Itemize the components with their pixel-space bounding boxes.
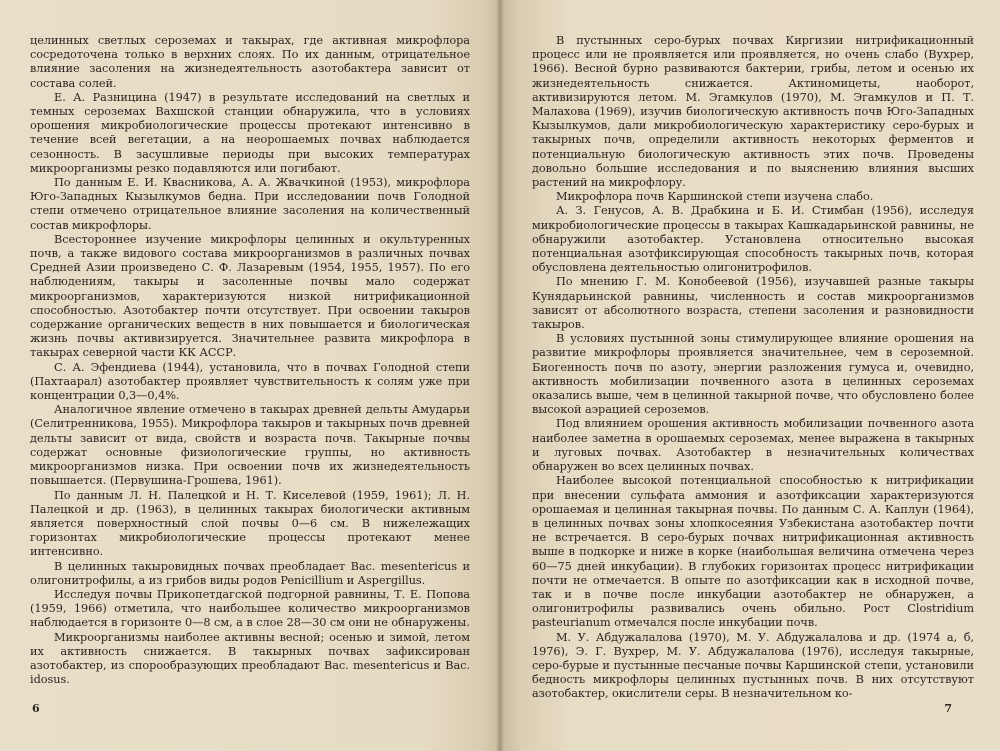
paragraph: По мнению Г. М. Конобеевой (1956), изучавшей разные такыры Кунядарьинской равнины, численность и состав микроорганизмов зависят от абсолютного возраста, степени засоления и разновидности такыров. [532, 275, 974, 332]
paragraph: А. З. Генусов, А. В. Драбкина и Б. И. Стимбан (1956), исследуя микробиологические процессы в такырах Кашкадарьинской равнины, не обнаружили азотобактер. Установлена относительно высокая потенциальная азотфиксирующая способность такырных почв, которая обусловлена деятельностью олигонитрофилов. [532, 204, 974, 275]
paragraph: В пустынных серо-бурых почвах Киргизии нитрификационный процесс или не проявляется или проявляется, но очень слабо (Вухрер, 1966). Весной бурно развиваются бактерии, грибы, летом и осенью их жизнедеятельность снижается. Актиномицеты, наоборот, активизируются летом. М. Эгамкулов (1970), М. Эгамкулов и П. Т. Малахова (1969), изучив биологическую активность почв Юго-Западных Кызылкумов, дали микробиологическую характеристику серо-бурых и такырных почв, определили активность некоторых ферментов и потенциальную биологическую активность этих почв. Проведены довольно большие исследования и по выяснению влияния высших растений на микрофлору. [532, 34, 974, 190]
page-number-right: 7 [944, 702, 952, 715]
paragraph: М. У. Абдужалалова (1970), М. У. Абдужалалова и др. (1974 а, б, 1976), Э. Г. Вухрер, М. У. Абдужалалова (1976), исследуя такырные, серо-бурые и пустынные песчаные почвы Каршинской степи, установили бедность микрофлоры целинных пустынных почв. В них отсутствуют азотобактер, окислители серы. В незначительном ко- [532, 630, 974, 701]
paragraph: По данным Л. Н. Палецкой и Н. Т. Киселевой (1959, 1961); Л. Н. Палецкой и др. (1963), в целинных такырах биологически активным является поверхностный слой почвы 0—6 см. В нижележащих горизонтах микробиологические процессы протекают менее интенсивно. [30, 488, 470, 559]
paragraph: Аналогичное явление отмечено в такырах древней дельты Амударьи (Селитренникова, 1955). Микрофлора такыров и такырных почв древней дельты зависит от вида, свойств и возраста почв. Такырные почвы содержат основные физиологические группы, но активность микроорганизмов низка. При освоении почв их жизнедеятельность повышается. (Первушина-Грошева, 1961). [30, 403, 470, 488]
paragraph: Микрофлора почв Каршинской степи изучена слабо. [556, 190, 874, 204]
paragraph: Наиболее высокой потенциальной способностью к нитрификации при внесении сульфата аммония и азотфиксации характеризуются орошаемая и целинная такырная почвы. По данным С. А. Каплун (1964), в целинных почвах зоны хлопкосеяния Узбекистана азотобактер почти не встречается. В серо-бурых почвах нитрификационная активность выше в подкорке и ниже в корке (наибольшая величина отмечена через 60—75 дней инкубации). В глубоких горизонтах процесс нитрификации почти не отмечается. В опыте по азотфиксации как в исходной почве, так и в почве после инкубации азотобактер не обнаружен, а олигонитрофилы развивались очень обильно. Рост Clostridium pasteurianum отмечался после инкубации почв. [532, 474, 974, 630]
paragraph: целинных светлых сероземах и такырах, где активная микрофлора сосредоточена только в верхних слоях. По их данным, отрицательное влияние засоления на жизнедеятельность азотобактера зависит от состава солей. [30, 34, 470, 90]
right-page-text [532, 34, 974, 702]
paragraph: Под влиянием орошения активность мобилизации почвенного азота наиболее заметна в орошаемых сероземах, менее выражена в такырных и луговых почвах. Азотобактер в незначительных количествах обнаружен во всех целинных почвах. [532, 417, 974, 474]
paragraph: С. А. Эфендиева (1944), установила, что в почвах Голодной степи (Пахтаарал) азотобактер проявляет чувствительность к солям уже при концентрации 0,3—0,4%. [30, 360, 470, 403]
page-number-left: 6 [32, 702, 40, 715]
right-page [500, 0, 1000, 751]
paragraph: В условиях пустынной зоны стимулирующее влияние орошения на развитие микрофлоры проявляется значительнее, чем в сероземной. Биогенность почв по азоту, энергии разложения гумуса и, очевидно, активность мобилизации почвенного азота в целинных сероземах оказались выше, чем в целинной такырной почве, что обусловлено более высокой аэрацией сероземов. [532, 332, 974, 417]
paragraph: Исследуя почвы Прикопетдагской подгорной равнины, Т. Е. Попова (1959, 1966) отметила, что наибольшее количество микроорганизмов наблюдается в горизонте 0—8 см, а в слое 28—30 см они не обнаружены. [30, 587, 470, 630]
paragraph: Всестороннее изучение микрофлоры целинных и окультуренных почв, а также видового состава микроорганизмов в различных почвах Средней Азии произведено С. Ф. Лазаревым (1954, 1955, 1957). По его наблюдениям, такыры и засоленные почвы мало содержат микроорганизмов, характеризуются низкой нитрификационной способностью. Азотобактер почти отсутствует. При освоении такыров содержание органических веществ в них повышается и биологическая жизнь почвы активизируется. Значительнее развита микрофлора в такырах северной части КК АССР. [30, 232, 470, 360]
paragraph: По данным Е. И. Квасникова, А. А. Жвачкиной (1953), микрофлора Юго-Западных Кызылкумов бедна. При исследовании почв Голодной степи отмечено отрицательное влияние засоления на количественный состав микрофлоры. [30, 176, 470, 232]
paragraph: Микроорганизмы наиболее активны весной; осенью и зимой, летом их активность снижается. В такырных почвах зафиксирован азотобактер, из спорообразующих преобладают Bac. mesentericus и Bac. idosus. [30, 630, 470, 687]
left-page-text [30, 34, 470, 687]
paragraph: Е. А. Разницина (1947) в результате исследований на светлых и темных сероземах Вахшской станции обнаружила, что в условиях орошения микробиологические процессы протекают интенсивно в течение всей вегетации, а на неорошаемых почвах наблюдается сезонность. В засушливые периоды при высоких температурах микроорганизмы резко подавляются или погибают. [30, 90, 470, 175]
paragraph: В целинных такыровидных почвах преобладает Bac. mesentericus и олигонитрофилы, а из грибов виды родов Penicillium и Aspergillus. [30, 559, 470, 587]
